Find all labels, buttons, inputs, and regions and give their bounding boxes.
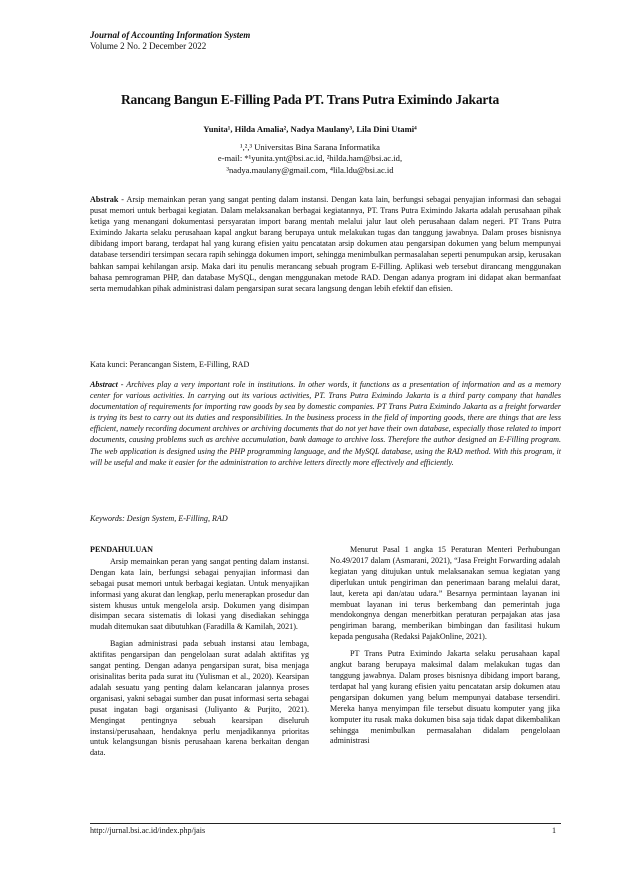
section-heading-pendahuluan: PENDAHULUAN xyxy=(90,545,153,554)
journal-name: Journal of Accounting Information System xyxy=(90,30,251,40)
keywords-id: Kata kunci: Perancangan Sistem, E-Filling, RAD xyxy=(90,360,250,369)
paragraph: Arsip memainkan peran yang sangat penting dalam instansi. Dengan kata lain, berfungsi sebagai penyajian informasi dan sebagai pusat memori untuk berbagai kegiatan. Untuk menyajikan informasi yang akurat dan lengkap, perlu menerapkan prosedur dan sistem khusus untuk mengelola arsip. Dokumen yang disimpan disimpan secara sistematis di lokasi yang disediakan sehingga mudah ditemukan saat dibutuhkan (Faradilla & Kamilah, 2021). xyxy=(90,556,309,632)
abstract-en-text: - Archives play a very important role in institutions. In other words, it functions as a presentation of information and as a memory center for various activities. In carrying out its various activities, PT. Trans Putra Eximindo Jakarta is a third party company that handles documentation of requirements for importing raw goods by sea by domestic companies. PT Trans Putra Eximindo Jakarta as a freight forwarder is trying its best to carry out its duties and responsibilities. In the business process in the field of importing goods, there are things that are less efficient, namely recording document archives or archiving documents that do not yet have their own database, especially those related to import documents, causing problems such as archive accumulation, bank damage to archive loss. Therefore the author designed an E-Filling program. The web application is designed using the PHP programming language, and the MySQL database, using the RAD method. With this program, it will be useful and make it easier for the administration to archive letters directly more effectively and efficiently. xyxy=(90,380,561,467)
body-column-right xyxy=(330,545,560,753)
paragraph: PT Trans Putra Eximindo Jakarta selaku perusahaan kapal angkut barang berupaya maksimal dalam melakukan tugas dan tanggung jawabnya. Dalam proses bisnisnya dibidang import barang, terdapat hal yang kurang efisien yaitu pencatatan arsip dokumen atau pengarsipan dokumen yang belum mempunyai database tersendiri. Mereka hanya menyimpan file tersebut disuatu komputer yang jika komputer itu rusak maka dokumen bisa saja tidak dapat dikembalikan sehingga menimbulkan permasalahan didalam pengelolaan administrasi xyxy=(330,649,560,746)
page-number: 1 xyxy=(552,826,557,835)
paragraph: Menurut Pasal 1 angka 15 Peraturan Menteri Perhubungan No.49/2017 dalam (Asmarani, 2021), “Jasa Freight Forwarding adalah kegiatan yang ditujukan untuk melaksanakan semua kegiatan yang diperlukan untuk pengiriman dan penerimaan barang melalui darat, laut, kereta api dan/atau udara.” Besarnya permintaan layanan ini membuat layanan ini terus berkembang dan pemerintah juga mendokongnya dengan menerbitkan peraturan perpajakan atas jasa pengiriman barang, memberikan bimbingan dan fasilitasi hukum kepada pengusaha (Redaksi PajakOnline, 2021). xyxy=(330,545,560,642)
journal-volume: Volume 2 No. 2 December 2022 xyxy=(90,41,207,51)
affiliation-institution: ¹,²,³ Universitas Bina Sarana Informatika xyxy=(240,142,380,152)
affiliation-emails-2: ³nadya.maulany@gmail.com, ⁴lila.ldu@bsi.ac.id xyxy=(226,164,394,175)
abstract-id-text: - Arsip memainkan peran yang sangat penting dalam instansi. Dengan kata lain, berfungsi sebagai penyajian informasi dan sebagai pusat memori untuk berbagai kegiatan. Dalam melaksanakan berbagai kegiatannya, PT. Trans Putra Eximindo Jakarta adalah perusahaan pihak ketiga yang menangani dokumentasi persyaratan import barang mentah melalui jalur laut oleh perusahaan dalam negeri. PT Trans Putra Eximindo Jakarta selaku perusahaan kapal angkut barang berupaya untuk melakukan tugas dan tanggung jawabnya. Dalam proses bisnisnya dibidang import barang, terdapat hal yang kurang efisien yaitu pencatatan arsip dokumen atau pengarsipan dokumen yang belum mempunyai database tersendiri tersimpan secara rapih sehingga dokumen import, sehingga menimbulkan permasalahan seperti penumpukan arsip, kerusakan bahkan sampai kehilangan arsip. Maka dari itu penulis merancang sebuah program E-Filling. Aplikasi web tersebut dirancang menggunakan bahasa pemrograman PHP, dan database MySQL, dengan menggunakan metode RAD. Dengan adanya program ini didapat akan bermanfaat serta memudahkan pihak administrasi dalam pengarsipan surat secara langsung dengan lebih efektif dan efisien. xyxy=(90,195,561,293)
affiliation-emails-1: e-mail: *¹yunita.ynt@bsi.ac.id, ²hilda.ham@bsi.ac.id, xyxy=(217,153,403,164)
keywords-en: Keywords: Design System, E-Filling, RAD xyxy=(90,514,228,523)
abstract-en-label: Abstract xyxy=(90,380,118,389)
footer-journal-url[interactable]: http://jurnal.bsi.ac.id/index.php/jais xyxy=(90,826,206,835)
footer-divider xyxy=(90,823,561,824)
abstract-id-label: Abstrak xyxy=(90,195,119,204)
paper-title: Rancang Bangun E-Filling Pada PT. Trans Putra Eximindo Jakarta xyxy=(120,92,500,107)
abstract-id xyxy=(90,194,561,294)
body-column-left xyxy=(90,545,309,765)
journal-header xyxy=(90,30,250,52)
abstract-en xyxy=(90,379,561,468)
paragraph: Bagian administrasi pada sebuah instansi atau lembaga, aktifitas pengarsipan dan pengelolaan surat adalah aktifitas yg sangat penting. Dengan adanya pengarsipan surat, bisa menjaga orisinalitas berita pada surat itu (Yulisman et al., 2020). Kearsipan adalah sesuatu yang penting dalam kelancaran jalannya proses organisasi, yakni sebagai sumber dan pusat informasi serta sebagai pusat ingatan bagi organisasi (Juliyanto & Purjito, 2021). Mengingat pentingnya sebuah kearsipan diseluruh instansi/perusahaan, hendaknya perlu menjadikannya prioritas untuk kelangsungan bisnis perusahaan karena berkaitan dengan data. xyxy=(90,639,309,758)
author-list: Yunita¹, Hilda Amalia², Nadya Maulany³, Lila Dini Utami⁴ xyxy=(203,124,417,134)
affiliation-block xyxy=(60,142,560,176)
